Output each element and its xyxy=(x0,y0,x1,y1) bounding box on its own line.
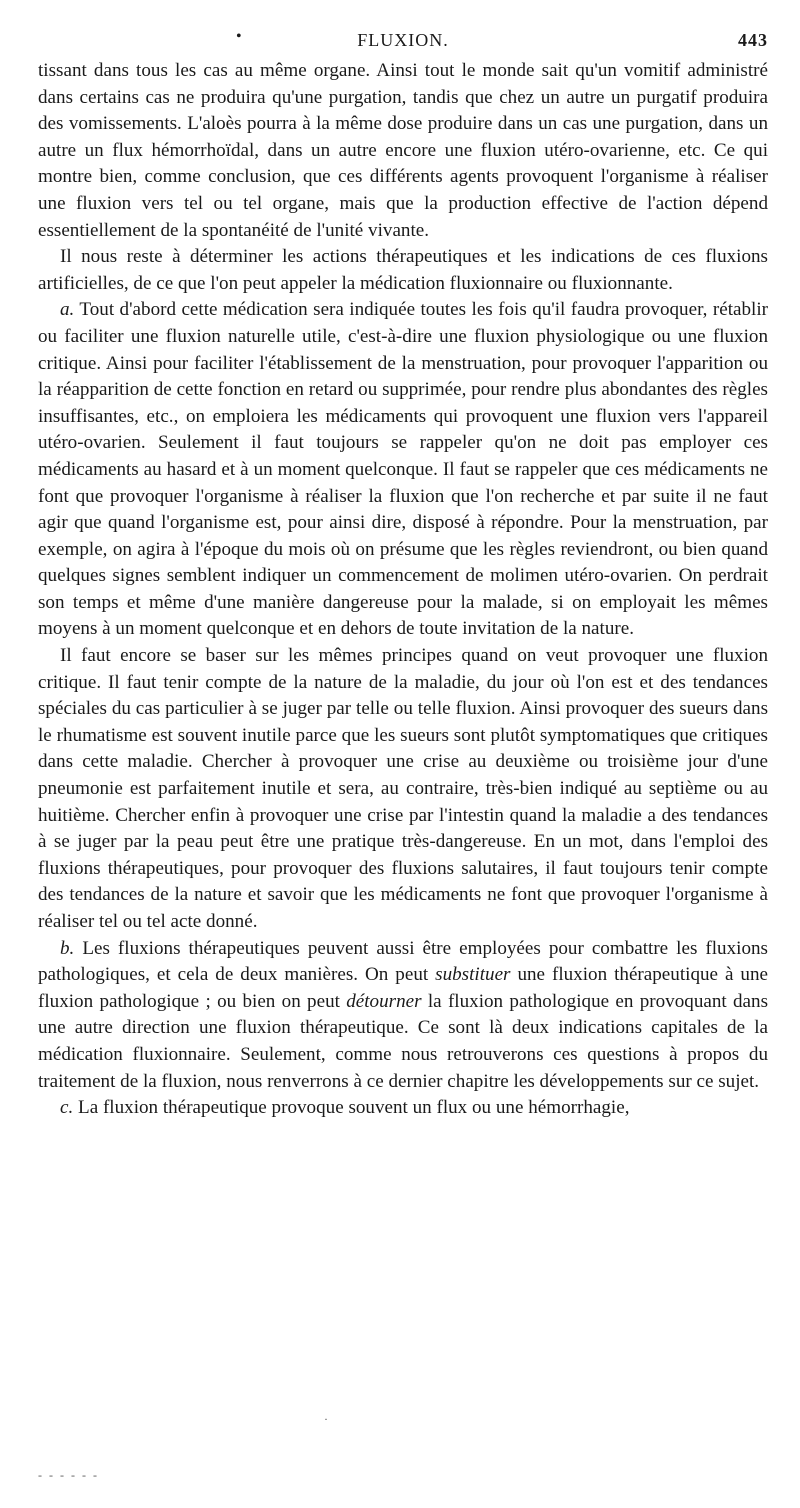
paragraph-6-text: La fluxion thérapeutique provoque souvent un flux ou une hémorrhagie, xyxy=(78,1097,630,1119)
paragraph-2 xyxy=(38,244,768,297)
paragraph-1 xyxy=(38,58,768,244)
header-dot: • xyxy=(236,28,243,45)
paragraph-5-text-a: Les fluxions thérapeutiques peuvent aussi être employées pour combattre les fluxions pathologiques, et cela de deux manières. On peut xyxy=(38,937,768,986)
paragraph-5-text-c: la fluxion pathologique en provoquant dans une autre direction une fluxion thérapeutique. Ce sont là deux indications capitales de la médication fluxionnaire. Seulement, comme nous retrouverons ces questions à propos du traitement de la fluxion, nous renverrons à ce dernier chapitre les développements sur ce sujet. xyxy=(38,990,768,1092)
paragraph-5-marker: b. xyxy=(60,937,75,959)
stray-dot: · xyxy=(324,1412,328,1426)
paragraph-6 xyxy=(38,1095,768,1122)
running-head xyxy=(38,28,768,58)
paragraph-5 xyxy=(38,936,768,1096)
paragraph-5-emphasis-detourner: détourner xyxy=(346,990,422,1012)
paragraph-5-text-b: une fluxion thérapeutique à une fluxion pathologique ; ou bien on peut xyxy=(38,964,768,1012)
page-number: 443 xyxy=(738,30,768,50)
paragraph-4 xyxy=(38,643,768,936)
paragraph-2-text: Il nous reste à déterminer les actions thérapeutiques et les indications de ces fluxions artificielles, de ce que l'on peut appeler la médication fluxionnaire ou fluxionnante. xyxy=(38,246,768,294)
paragraph-4-text: Il faut encore se baser sur les mêmes principes quand on veut provoquer une fluxion critique. Il faut tenir compte de la nature de la maladie, du jour où l'on est et des tendances spéciales du cas particulier à se juger par telle ou telle fluxion. Ainsi provoquer des sueurs dans le rhumatisme est souvent inutile parce que les sueurs sont plutôt symptomatiques que critiques dans cette maladie. Chercher à provoquer une crise au deuxième ou troisième jour d'une pneumonie est parfaitement inutile et sera, au contraire, très-bien indiqué au septième ou au huitième. Chercher enfin à provoquer une crise par l'intestin quand la maladie a des tendances à se juger par la peau peut être une pratique très-dangereuse. En un mot, dans l'emploi des fluxions thérapeutiques, pour provoquer des fluxions salutaires, il faut toujours tenir compte des tendances de la nature et savoir que les médicaments ne font que provoquer l'organisme à réaliser tel ou tel acte donné. xyxy=(38,645,768,932)
footer-rule: - - - - - - xyxy=(38,1468,99,1482)
paragraph-6-marker: c. xyxy=(60,1097,74,1119)
page xyxy=(38,28,768,1122)
body-text xyxy=(38,58,768,1122)
paragraph-5-emphasis-substituer: substituer xyxy=(435,964,511,986)
running-title: FLUXION. xyxy=(357,30,449,50)
paragraph-1-text: tissant dans tous les cas au même organe. Ainsi tout le monde sait qu'un vomitif administré dans certains cas ne produira qu'une purgation, tandis que chez un autre un purgatif produira des vomissements. L'aloès pourra à la même dose produire dans un cas une purgation, dans un autre un flux hémorrhoïdal, dans un autre encore une fluxion utéro-ovarienne, etc. Ce qui montre bien, comme conclusion, que ces différents agents provoquent l'organisme à réaliser une fluxion vers tel ou tel organe, mais que la production effective de l'action dépend essentiellement de la spontanéité de l'unité vivante. xyxy=(38,60,768,241)
paragraph-3-text: Tout d'abord cette médication sera indiquée toutes les fois qu'il faudra provoquer, rétablir ou faciliter une fluxion naturelle utile, c'est-à-dire une fluxion physiologique ou une fluxion critique. Ainsi pour faciliter l'établissement de la menstruation, pour provoquer l'apparition ou la réapparition de cette fonction en retard ou supprimée, pour rendre plus abondantes des règles insuffisantes, etc., on emploiera les médicaments qui provoquent une fluxion vers l'appareil utéro-ovarien. Seulement il faut toujours se rappeler qu'on ne doit pas employer ces médicaments au hasard et à un moment quelconque. Il faut se rappeler que ces médicaments ne font que provoquer l'organisme à réaliser la fluxion que l'on recherche et par suite il ne faut agir que quand l'organisme est, pour ainsi dire, disposé à répondre. Pour la menstruation, par exemple, on agira à l'époque du mois où on présume que les règles reviendront, ou bien quand quelques signes semblent indiquer un commencement de molimen utéro-ovarien. On perdrait son temps et même d'une manière dangereuse pour la malade, si on employait les mêmes moyens à un moment quelconque et en dehors de toute invitation de la nature. xyxy=(38,299,768,640)
paragraph-3 xyxy=(38,297,768,643)
paragraph-3-marker: a. xyxy=(60,299,75,321)
